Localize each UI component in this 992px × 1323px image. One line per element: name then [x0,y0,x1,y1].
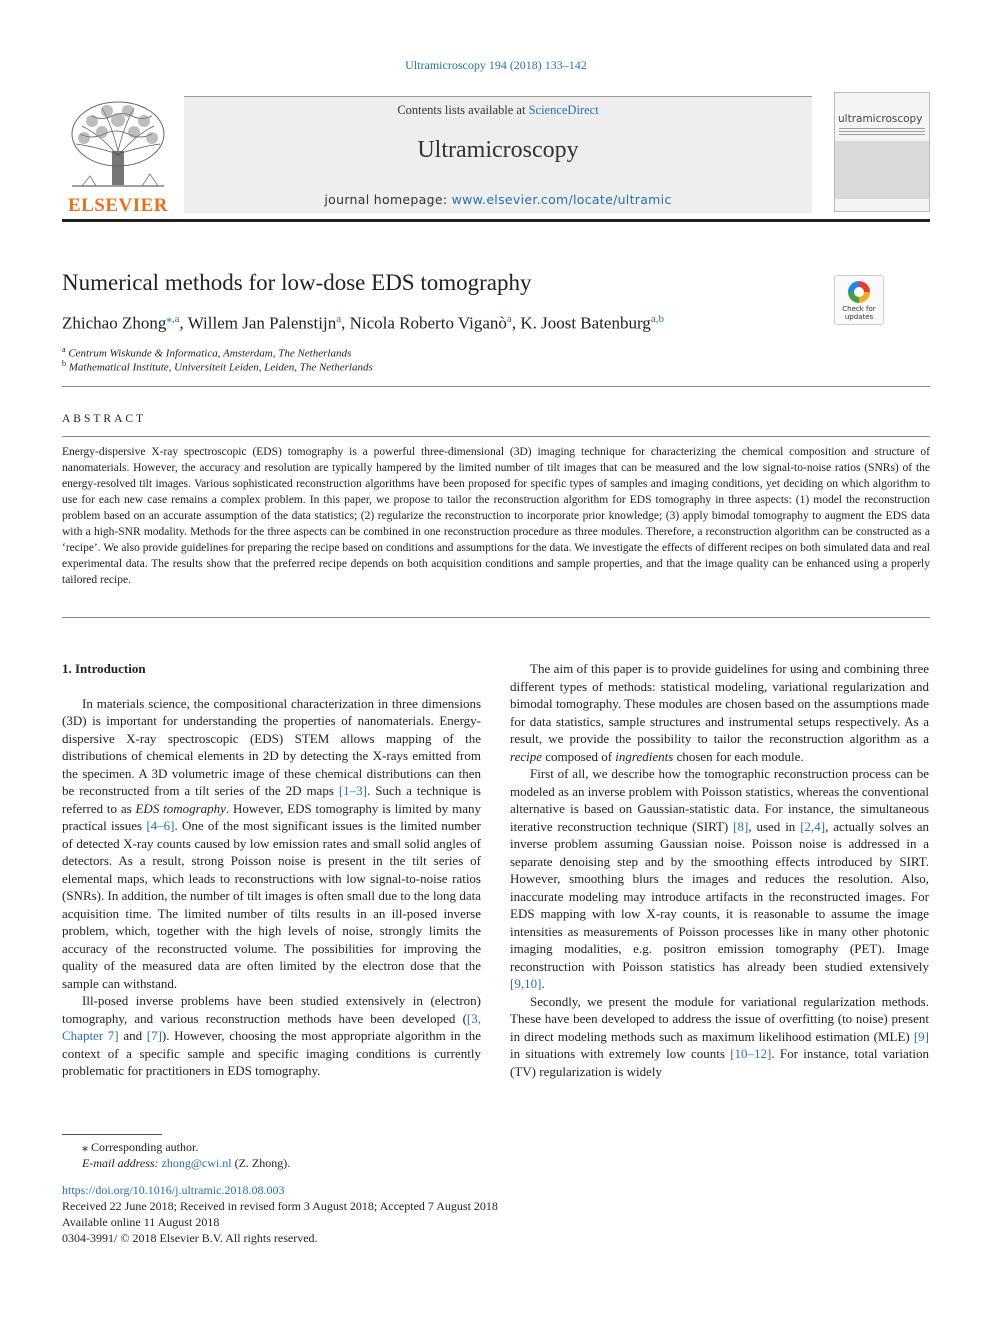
affiliation: $^b$ Mathematical Institute, Universiteit Leiden, Leiden, The Netherlands [62,359,373,374]
body-column-right [510,660,929,1080]
footnote-divider [62,1134,162,1135]
author-name[interactable]: Nicola Roberto Viganò [349,313,507,333]
journal-cover-thumbnail[interactable] [834,92,930,212]
journal-citation-link[interactable]: Ultramicroscopy 194 (2018) 133–142 [405,58,587,72]
divider [62,386,930,387]
citation-link[interactable]: [1–3] [338,783,367,798]
elsevier-wordmark: ELSEVIER [67,195,169,216]
paragraph: First of all, we describe how the tomographic reconstruction process can be modeled as an inverse problem with Poisson statistics, whereas the conventional alternative is based on Gaussian-statistic data. For instance, the simultaneous iterative reconstruction technique (SIRT) [8], used in [2,4], actually solves an inverse problem assuming Gaussian noise. Poisson noise is addressed in a separate denoising step and by the smoothing effects introduced by SIRT. However, smoothing blurs the images and reduces the resolution. Also, inaccurate modeling may introduce artifacts in the reconstructed images. For EDS mapping with low X-ray counts, it is reasonable to assume the image intensities as measurements of Poisson processes like in many other photonic imaging modalities, e.g. positron emission tomography (PET). Image reconstruction with Poisson statistics has already been studied extensively [9,10]. [510,766,930,991]
email-line: E-mail address: zhong@cwi.nl (Z. Zhong). [82,1156,291,1170]
author-list: Zhichao Zhong$^{⁎,a}$, Willem Jan Palenstijn$^a$, Nicola Roberto Viganò$^a$, K. Joost Batenburg$^{a,b}$ [62,313,664,333]
journal-title: Ultramicroscopy [417,137,579,163]
doi-link[interactable]: https://doi.org/10.1016/j.ultramic.2018.08.003 [62,1183,285,1197]
author-marks[interactable]: a [336,313,342,325]
email-link[interactable]: zhong@cwi.nl [161,1156,232,1170]
footnote [62,1139,290,1171]
sciencedirect-link[interactable]: ScienceDirect [528,103,599,117]
cover-text-lines [839,128,925,136]
abstract-heading: ABSTRACT [62,413,147,425]
paragraph: The aim of this paper is to provide guidelines for using and combining three different types of methods: statistical modeling, variational regularization and bimodal tomography. These modules are chosen based on the assumptions made for data statistics, sample structures and instrumental setups respectively. As a result, we provide the possibility to tailor the reconstruction algorithm as a recipe composed of ingredients chosen for each module. [510,661,929,764]
corresponding-author-note: ⁎ Corresponding author. [82,1140,199,1154]
affiliation: $^a$ Centrum Wiskunde & Informatica, Amsterdam, The Netherlands [62,345,352,360]
citation-link[interactable]: [2,4] [800,818,826,834]
journal-homepage-link[interactable]: www.elsevier.com/locate/ultramic [451,192,672,207]
citation-link[interactable]: [9] [913,1028,929,1044]
elsevier-logo [62,96,174,216]
body-column-left [62,660,481,1080]
check-updates-label: Check for updates [842,305,876,321]
abstract-text: Energy-dispersive X-ray spectroscopic (EDS) tomography is a powerful three-dimensional (3D) imaging technique for characterizing the chemical composition and structure of nanomaterials. However, the accuracy and resolution are typically hampered by the limited number of tilt images that can be measured and the low signal-to-noise ratios (SNRs) of the energy-resolved tilt images. Various sophisticated reconstruction algorithms have been proposed for specific types of samples and imaging conditions, yet deciding on which algorithm to use for each new case remains a complex problem. In this paper, we propose to tailor the reconstruction algorithm for EDS tomography in three aspects: (1) model the reconstruction problem based on an accurate assumption of the data statistics; (2) regularize the reconstruction to incorporate prior knowledge; (3) apply bimodal tomography to augment the EDS data with a high-SNR modality. Methods for the three aspects can be combined in one reconstruction procedure as three modules. Therefore, a reconstruction algorithm can be constructed as a ‘recipe’. We also provide guidelines for preparing the recipe based on conditions and assumptions for the data. We investigate the effects of different recipes on both simulated data and real experimental data. The results show that the preferred recipe depends on both acquisition conditions and sample properties, and that the image quality can be enhanced using a properly tailored recipe. [62,446,930,586]
author-name[interactable]: Zhichao Zhong [62,313,167,333]
divider [62,617,930,618]
journal-homepage: journal homepage: www.elsevier.com/locate/ultramic [324,192,672,207]
author-marks[interactable]: a [506,313,512,325]
citation-link[interactable]: [3, Chapter 7] [62,1010,481,1043]
publication-info [62,1182,498,1246]
citation-link[interactable]: [7] [146,1028,162,1043]
received-dates: Received 22 June 2018; Received in revised form 3 August 2018; Accepted 7 August 2018 [62,1199,498,1213]
cover-panel [835,141,929,199]
available-online: Available online 11 August 2018 [62,1215,220,1229]
copyright: 0304-3991/ © 2018 Elsevier B.V. All rights reserved. [62,1231,318,1245]
author-name[interactable]: K. Joost Batenburg [520,313,651,333]
citation-link[interactable]: [9,10] [510,976,542,991]
check-for-updates-badge[interactable] [834,275,884,325]
journal-banner [184,96,812,213]
author-marks[interactable]: a,b [650,313,664,325]
cover-title: ultramicroscopy [838,113,923,125]
author-name[interactable]: Willem Jan Palenstijn [187,313,337,333]
paragraph: In materials science, the compositional characterization in three dimensions (3D) is important for understanding the properties of nanomaterials. Energy-dispersive X-ray spectroscopic (EDS) STEM allows mapping of the distributions of chemical elements in 2D by detecting the X-rays emitted from the specimen. A 3D volumetric image of these chemical distributions can then be reconstructed from a tilt series of the 2D maps [1–3]. Such a technique is referred to as EDS tomography. However, EDS tomography is limited by many practical issues [4–6]. One of the most significant issues is the limited number of detected X-ray counts caused by low emission rates and small solid angles of detectors. As a result, strong Poisson noise is present in the tilt series of elemental maps, which leads to reconstructions with low signal-to-noise ratios (SNRs). In addition, the number of tilt images is often small due to the long data acquisition time. The limited number of tilts results in an ill-posed inverse problem, which, together with the high levels of noise, strongly limits the accuracy of the reconstructed volume. The possibilities for improving the quality of the measured data are often limited by the electron dose that the sample can withstand. [62,695,481,991]
citation-link[interactable]: [8] [733,818,749,834]
citation-link[interactable]: [10–12] [730,1046,772,1061]
section-heading: 1. Introduction [62,661,146,676]
article-title: Numerical methods for low-dose EDS tomography [62,270,532,295]
paragraph: Secondly, we present the module for variational regularization methods. These have been developed to address the issue of overfitting (to noise) present in direct modeling methods such as maximum likelihood estimation (MLE) [9] in situations with extremely low counts [10–12]. For instance, total variation (TV) regularization is widely [510,993,929,1079]
header-divider [62,219,930,222]
citation-link[interactable]: [4–6] [146,818,175,833]
elsevier-tree-icon [62,96,174,192]
divider [62,436,930,437]
author-marks[interactable]: ⁎,a [166,313,180,325]
contents-line: Contents lists available at ScienceDirect [397,103,599,117]
paragraph: Ill-posed inverse problems have been studied extensively in (electron) tomography, and various reconstruction methods have been developed ([3, Chapter 7] and [7]). However, choosing the most appropriate algorithm in the context of a specific sample and specific imaging conditions is currently problematic for practitioners in EDS tomography. [62,993,481,1078]
